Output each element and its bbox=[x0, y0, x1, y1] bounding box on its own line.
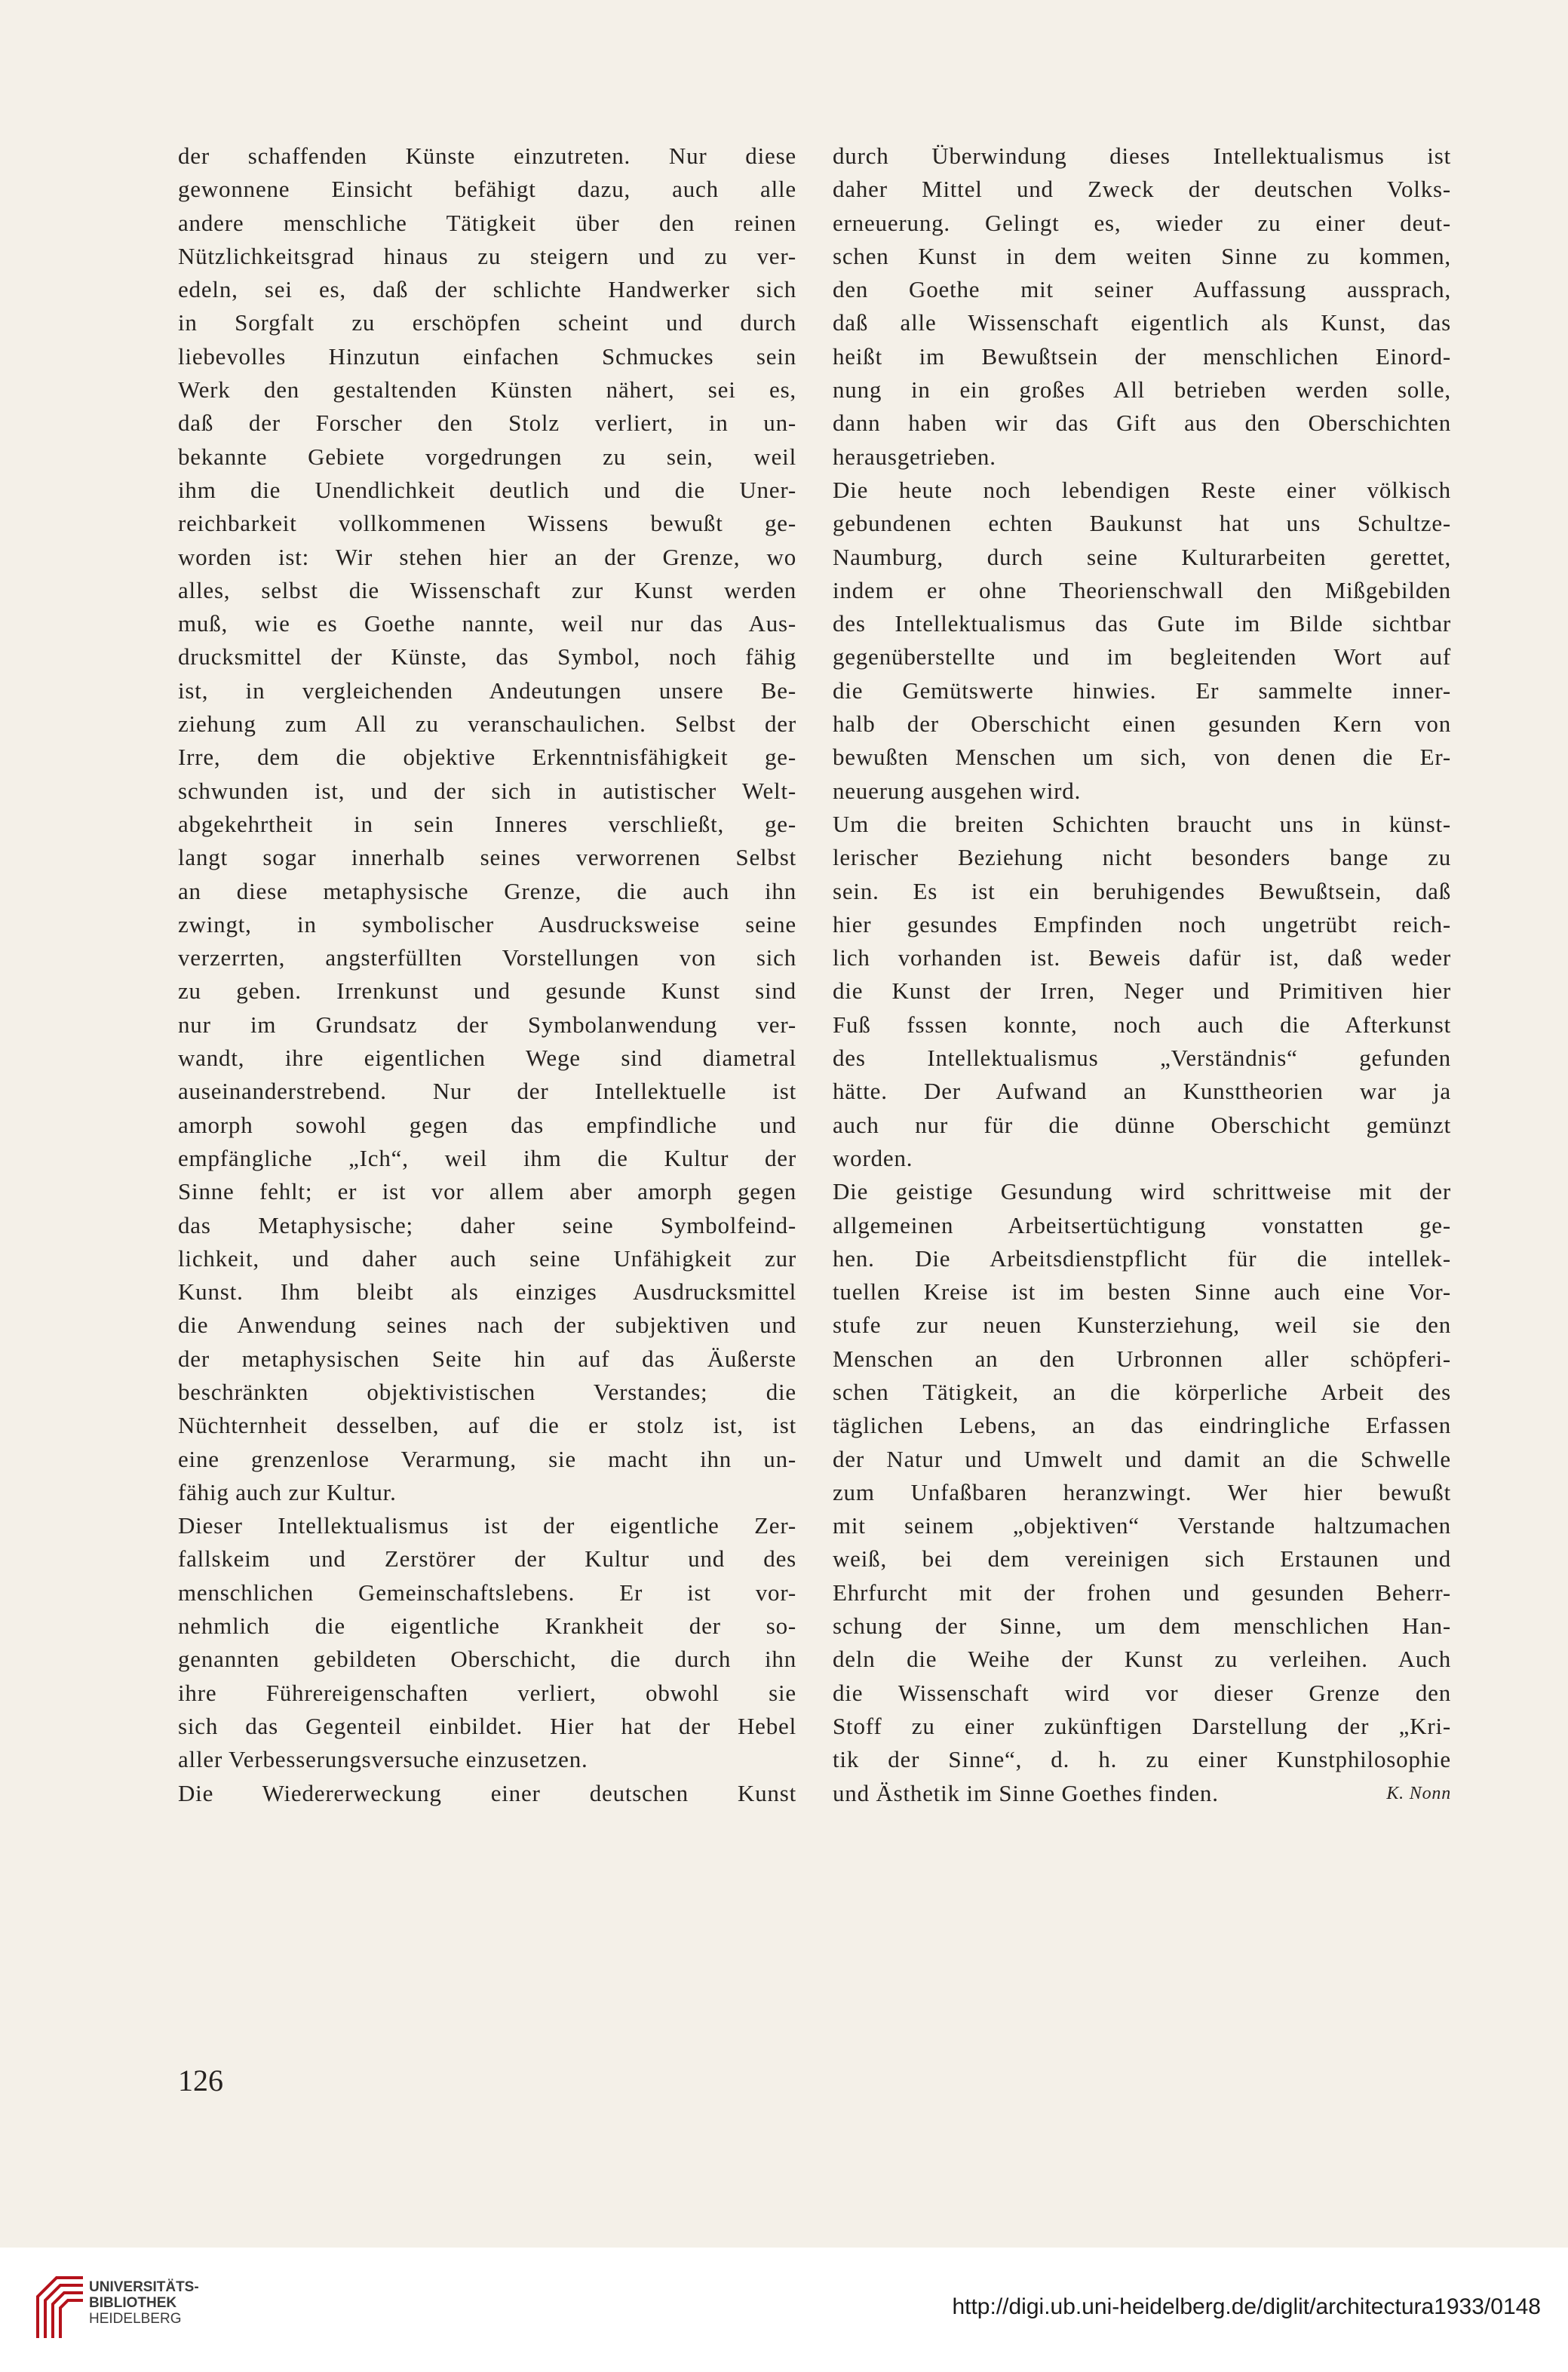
text-line: heißt im Bewußtsein der menschlichen Einord- bbox=[833, 342, 1451, 370]
text-line: abgekehrtheit in sein Inneres verschließt, ge- bbox=[178, 810, 796, 837]
text-line: Menschen an den Urbronnen aller schöpferi- bbox=[833, 1345, 1451, 1372]
right-text-column bbox=[833, 140, 1451, 1810]
text-line: nung in ein großes All betrieben werden solle, bbox=[833, 376, 1451, 404]
text-line: muß, wie es Goethe nannte, weil nur das Aus- bbox=[178, 610, 796, 637]
text-line: tuellen Kreise ist im besten Sinne auch eine Vor- bbox=[833, 1278, 1451, 1306]
text-line: schen Tätigkeit, an die körperliche Arbeit des bbox=[833, 1378, 1451, 1405]
closing-line bbox=[833, 1777, 1451, 1810]
text-line: zum Unfaßbaren heranzwingt. Wer hier bewußt bbox=[833, 1478, 1451, 1505]
text-line: lerischer Beziehung nicht besonders bange zu bbox=[833, 844, 1451, 871]
text-line: die Anwendung seines nach der subjektiven und bbox=[178, 1312, 796, 1339]
text-line: Dieser Intellektualismus ist der eigentliche Zer- bbox=[178, 1512, 796, 1539]
text-line: mit seinem „objektiven“ Verstande haltzumachen bbox=[833, 1512, 1451, 1539]
text-line: daß alle Wissenschaft eigentlich als Kunst, das bbox=[833, 309, 1451, 336]
text-line: auch nur für die dünne Oberschicht gemünzt bbox=[833, 1111, 1451, 1138]
text-line: Fuß fsssen konnte, noch auch die Afterkunst bbox=[833, 1011, 1451, 1038]
text-line: des Intellektualismus „Verständnis“ gefunden bbox=[833, 1045, 1451, 1072]
text-line: verzerrten, angsterfüllten Vorstellungen von sich bbox=[178, 944, 796, 971]
text-line: das Metaphysische; daher seine Symbolfeind- bbox=[178, 1211, 796, 1238]
text-line: empfängliche „Ich“, weil ihm die Kultur der bbox=[178, 1144, 796, 1171]
author-signature: K. Nonn bbox=[1386, 1783, 1451, 1803]
left-text-column bbox=[178, 140, 796, 1810]
text-line: Nüchternheit desselben, auf die er stolz ist, ist bbox=[178, 1412, 796, 1439]
source-url-link[interactable]: http://digi.ub.uni-heidelberg.de/diglit/architectura1933/0148 bbox=[952, 2294, 1541, 2319]
page-number: 126 bbox=[178, 2064, 223, 2097]
text-line: schung der Sinne, um dem menschlichen Han- bbox=[833, 1613, 1451, 1640]
text-line: allgemeinen Arbeitsertüchtigung vonstatten ge- bbox=[833, 1211, 1451, 1238]
text-line: Irre, dem die objektive Erkenntnisfähigkeit ge- bbox=[178, 744, 796, 771]
text-line: an diese metaphysische Grenze, die auch ihn bbox=[178, 877, 796, 904]
text-line: andere menschliche Tätigkeit über den reinen bbox=[178, 209, 796, 236]
text-line: weiß, bei dem vereinigen sich Erstaunen und bbox=[833, 1545, 1451, 1573]
text-line: worden ist: Wir stehen hier an der Grenze, wo bbox=[178, 543, 796, 570]
library-name bbox=[89, 2279, 199, 2327]
text-line: gegenüberstellte und im begleitenden Wort auf bbox=[833, 643, 1451, 670]
text-line: gebundenen echten Baukunst hat uns Schultze- bbox=[833, 510, 1451, 537]
text-line: Naumburg, durch seine Kulturarbeiten gerettet, bbox=[833, 543, 1451, 570]
text-line: hier gesundes Empfinden noch ungetrübt reich- bbox=[833, 910, 1451, 937]
text-line: der schaffenden Künste einzutreten. Nur diese bbox=[178, 143, 796, 169]
text-line: Nützlichkeitsgrad hinaus zu steigern und zu ver- bbox=[178, 242, 796, 269]
text-line: in Sorgfalt zu erschöpfen scheint und durch bbox=[178, 309, 796, 336]
text-line: hen. Die Arbeitsdienstpflicht für die intellek- bbox=[833, 1244, 1451, 1272]
text-line: Stoff zu einer zukünftigen Darstellung der „Kri- bbox=[833, 1712, 1451, 1739]
text-line: stufe zur neuen Kunsterziehung, weil sie den bbox=[833, 1312, 1451, 1339]
text-line: daher Mittel und Zweck der deutschen Volks- bbox=[833, 176, 1451, 203]
text-line: Ehrfurcht mit der frohen und gesunden Beherr- bbox=[833, 1579, 1451, 1606]
text-line: fallskeim und Zerstörer der Kultur und des bbox=[178, 1545, 796, 1573]
text-line: Die geistige Gesundung wird schrittweise mit der bbox=[833, 1178, 1451, 1205]
text-line: zu geben. Irrenkunst und gesunde Kunst sind bbox=[178, 977, 796, 1005]
text-line: Die heute noch lebendigen Reste einer völkisch bbox=[833, 476, 1451, 503]
text-line: täglichen Lebens, an das eindringliche Erfassen bbox=[833, 1412, 1451, 1439]
text-line: tik der Sinne“, d. h. zu einer Kunstphilosophie bbox=[833, 1746, 1451, 1773]
text-line: lichkeit, und daher auch seine Unfähigkeit zur bbox=[178, 1244, 796, 1272]
library-name-line: HEIDELBERG bbox=[89, 2311, 182, 2327]
text-line: Sinne fehlt; er ist vor allem aber amorph gegen bbox=[178, 1178, 796, 1205]
text-line: daß der Forscher den Stolz verliert, in un- bbox=[178, 410, 796, 437]
text-line: des Intellektualismus das Gute im Bilde sichtbar bbox=[833, 610, 1451, 637]
text-line: eine grenzenlose Verarmung, sie macht ihn un- bbox=[178, 1445, 796, 1472]
library-logo-icon bbox=[23, 2270, 98, 2346]
text-line: Kunst. Ihm bleibt als einziges Ausdrucksmittel bbox=[178, 1278, 796, 1306]
text-line: wandt, ihre eigentlichen Wege sind diametral bbox=[178, 1045, 796, 1072]
text-line: gewonnene Einsicht befähigt dazu, auch alle bbox=[178, 176, 796, 203]
text-line: Werk den gestaltenden Künsten nähert, sei es, bbox=[178, 376, 796, 404]
text-line: nur im Grundsatz der Symbolanwendung ver- bbox=[178, 1011, 796, 1038]
text-line: worden. bbox=[833, 1144, 913, 1171]
text-line: den Goethe mit seiner Auffassung aussprach, bbox=[833, 276, 1451, 303]
text-line: indem er ohne Theorienschwall den Mißgebilden bbox=[833, 576, 1451, 603]
library-name-line: BIBLIOTHEK bbox=[89, 2295, 177, 2311]
text-line: erneuerung. Gelingt es, wieder zu einer deut- bbox=[833, 209, 1451, 236]
text-line: hätte. Der Aufwand an Kunsttheorien war ja bbox=[833, 1078, 1451, 1105]
text-line: aller Verbesserungsversuche einzusetzen. bbox=[178, 1746, 588, 1773]
text-line: bekannte Gebiete vorgedrungen zu sein, weil bbox=[178, 443, 796, 470]
text-line: halb der Oberschicht einen gesunden Kern von bbox=[833, 710, 1451, 738]
text-line: lich vorhanden ist. Beweis dafür ist, daß weder bbox=[833, 944, 1451, 971]
text-line: und Ästhetik im Sinne Goethes finden. bbox=[833, 1779, 1219, 1806]
text-line: deln die Weihe der Kunst zu verleihen. Auch bbox=[833, 1646, 1451, 1673]
text-line: edeln, sei es, daß der schlichte Handwerker sich bbox=[178, 276, 796, 303]
library-name-line: UNIVERSITÄTS- bbox=[89, 2279, 199, 2295]
text-line: fähig auch zur Kultur. bbox=[178, 1478, 397, 1505]
text-line: die Wissenschaft wird vor dieser Grenze den bbox=[833, 1679, 1451, 1706]
text-line: der Natur und Umwelt und damit an die Schwelle bbox=[833, 1445, 1451, 1472]
text-line: dann haben wir das Gift aus den Oberschichten bbox=[833, 410, 1451, 437]
text-line: auseinanderstrebend. Nur der Intellektuelle ist bbox=[178, 1078, 796, 1105]
text-line: beschränkten objektivistischen Verstandes; die bbox=[178, 1378, 796, 1405]
text-line: langt sogar innerhalb seines verworrenen Selbst bbox=[178, 844, 796, 871]
text-line: schen Kunst in dem weiten Sinne zu kommen, bbox=[833, 242, 1451, 269]
text-line: die Kunst der Irren, Neger und Primitiven hier bbox=[833, 977, 1451, 1005]
text-line: Die Wiedererweckung einer deutschen Kunst bbox=[178, 1779, 796, 1806]
text-line: schwunden ist, und der sich in autistischer Welt- bbox=[178, 777, 796, 804]
text-line: sich das Gegenteil einbildet. Hier hat der Hebel bbox=[178, 1712, 796, 1739]
text-line: ihm die Unendlichkeit deutlich und die Uner- bbox=[178, 476, 796, 503]
text-line: herausgetrieben. bbox=[833, 443, 996, 470]
text-line: drucksmittel der Künste, das Symbol, noch fähig bbox=[178, 643, 796, 670]
digitization-footer bbox=[0, 2248, 1568, 2372]
text-line: neuerung ausgehen wird. bbox=[833, 777, 1082, 804]
text-line: menschlichen Gemeinschaftslebens. Er ist vor- bbox=[178, 1579, 796, 1606]
text-line: genannten gebildeten Oberschicht, die durch ihn bbox=[178, 1646, 796, 1673]
text-line: ist, in vergleichenden Andeutungen unsere Be- bbox=[178, 677, 796, 704]
text-line: durch Überwindung dieses Intellektualismus ist bbox=[833, 143, 1451, 169]
text-line: Um die breiten Schichten braucht uns in künst- bbox=[833, 810, 1451, 837]
text-line: die Gemütswerte hinwies. Er sammelte inner- bbox=[833, 677, 1451, 704]
text-line: sein. Es ist ein beruhigendes Bewußtsein, daß bbox=[833, 877, 1451, 904]
text-line: liebevolles Hinzutun einfachen Schmuckes sein bbox=[178, 342, 796, 370]
text-line: bewußten Menschen um sich, von denen die Er- bbox=[833, 744, 1451, 771]
text-line: ihre Führereigenschaften verliert, obwohl sie bbox=[178, 1679, 796, 1706]
text-line: alles, selbst die Wissenschaft zur Kunst werden bbox=[178, 576, 796, 603]
text-line: ziehung zum All zu veranschaulichen. Selbst der bbox=[178, 710, 796, 738]
text-line: nehmlich die eigentliche Krankheit der so- bbox=[178, 1613, 796, 1640]
text-line: zwingt, in symbolischer Ausdrucksweise seine bbox=[178, 910, 796, 937]
text-line: der metaphysischen Seite hin auf das Äußerste bbox=[178, 1345, 796, 1372]
text-line: amorph sowohl gegen das empfindliche und bbox=[178, 1111, 796, 1138]
text-line: reichbarkeit vollkommenen Wissens bewußt ge- bbox=[178, 510, 796, 537]
